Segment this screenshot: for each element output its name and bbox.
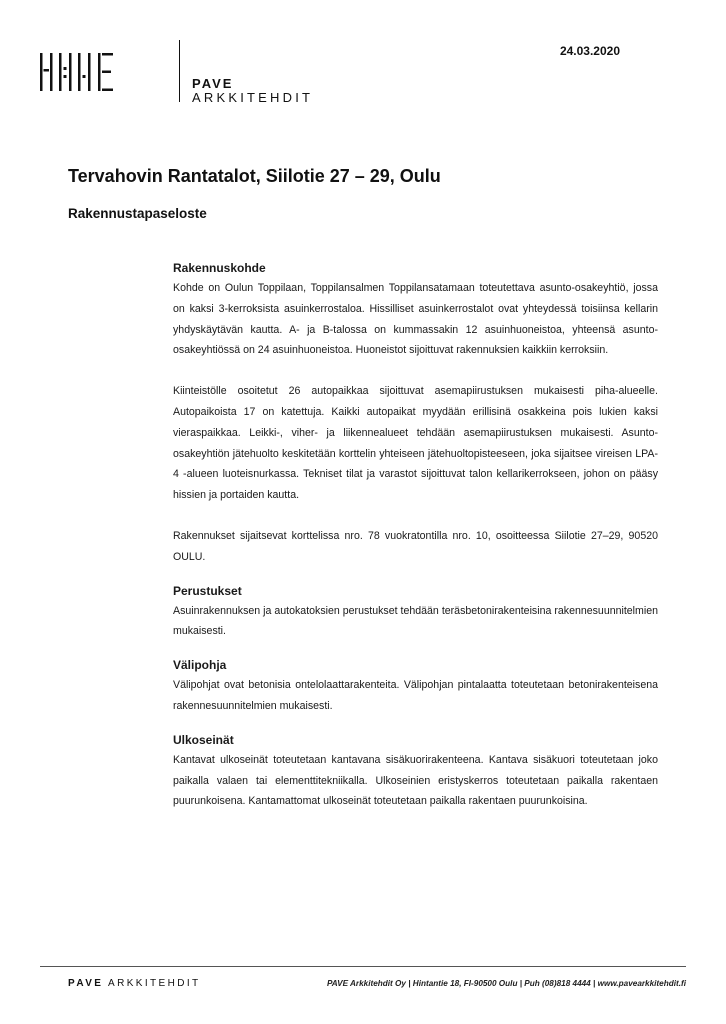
section-heading-ulkoseinat: Ulkoseinät bbox=[173, 732, 234, 747]
spacer bbox=[173, 568, 658, 581]
spacer bbox=[173, 361, 658, 381]
document-body bbox=[173, 258, 658, 812]
paragraph: Kantavat ulkoseinät toteutetaan kantavana sisäkuorirakenteena. Kantava sisäkuori toteutetaan joko paikalla valaen tai elementtitekniikalla. Ulkoseinien eristyskerros toteutetaan paikalla rakentaen puurunkoisena. Kantamattomat ulkoseinät toteutetaan paikalla rakentaen puurunkoisina. bbox=[173, 753, 658, 808]
spacer bbox=[173, 506, 658, 526]
pave-logo-mark-icon bbox=[40, 53, 122, 91]
logo-divider bbox=[179, 40, 180, 102]
footer-contact-info: PAVE Arkkitehdit Oy | Hintantie 18, FI-90500 Oulu | Puh (08)818 4444 | www.pavearkkitehdit.fi bbox=[326, 979, 686, 988]
footer-divider bbox=[40, 966, 686, 967]
footer-brand bbox=[68, 978, 201, 989]
paragraph: Kohde on Oulun Toppilaan, Toppilansalmen Toppilansatamaan toteutettava asunto-osakeyhtiö, jossa on kaksi 3-kerroksista asuinkerrostaloa. Hissilliset asuinkerrostalot ovat yhteydessä toisiinsa kellarin yhdyskäytävän kautta. A- ja B-talossa on kummassakin 12 asuinhuoneistoa, yhteensä asunto-osakeyhtiössä on 24 asuinhuoneistoa. Huoneistot sijoittuvat rakennuksien kaikkiin kerroksiin. bbox=[173, 282, 658, 357]
paragraph: Kiinteistölle osoitetut 26 autopaikkaa sijoittuvat asemapiirustuksen mukaisesti piha-alueelle. Autopaikoista 17 on katettuja. Kaikki autopaikat myydään erillisinä osakkeina pois lukien kaksi vieraspaikkaa. Leikki-, viher- ja liikennealueet tehdään asemapiirustuksen mukaisesti. Asunto-osakeyhtiön jätehuolto keskitetään korttelin yhteiseen jätehuoltopisteeseen, joka sijaitsee vireisen LPA-4 -alueen luoteisnurkassa. Tekniset tilat ja varastot sijoittuvat talon kellarikerrokseen, johon on pääsy hissien ja portaiden kautta. bbox=[173, 385, 658, 502]
logo-subname: ARKKITEHDIT bbox=[192, 90, 314, 105]
document-subtitle: Rakennustapaseloste bbox=[68, 206, 207, 221]
footer-brand-sub: ARKKITEHDIT bbox=[108, 978, 201, 989]
document-title: Tervahovin Rantatalot, Siilotie 27 – 29, Oulu bbox=[68, 166, 441, 186]
logo-name: PAVE bbox=[192, 76, 234, 91]
paragraph: Asuinrakennuksen ja autokatoksien perustukset tehdään teräsbetonirakenteisina rakennesuunnitelmien mukaisesti. bbox=[173, 604, 658, 638]
section-heading-perustukset: Perustukset bbox=[173, 583, 242, 598]
paragraph: Rakennukset sijaitsevat korttelissa nro. 78 vuokratontilla nro. 10, osoitteessa Siilotie 27–29, 90520 OULU. bbox=[173, 529, 658, 563]
logo-wordmark bbox=[192, 77, 313, 105]
spacer bbox=[173, 717, 658, 730]
paragraph: Välipohjat ovat betonisia ontelolaattarakenteita. Välipohjan pintalaatta toteutetaan betonirakenteisena rakennesuunnitelmien mukaisesti. bbox=[173, 679, 658, 712]
document-date: 24.03.2020 bbox=[559, 44, 620, 58]
section-heading-rakennuskohde: Rakennuskohde bbox=[173, 261, 266, 275]
spacer bbox=[173, 642, 658, 655]
section-heading-valipohja: Välipohja bbox=[173, 658, 227, 673]
footer-brand-name: PAVE bbox=[68, 978, 104, 989]
